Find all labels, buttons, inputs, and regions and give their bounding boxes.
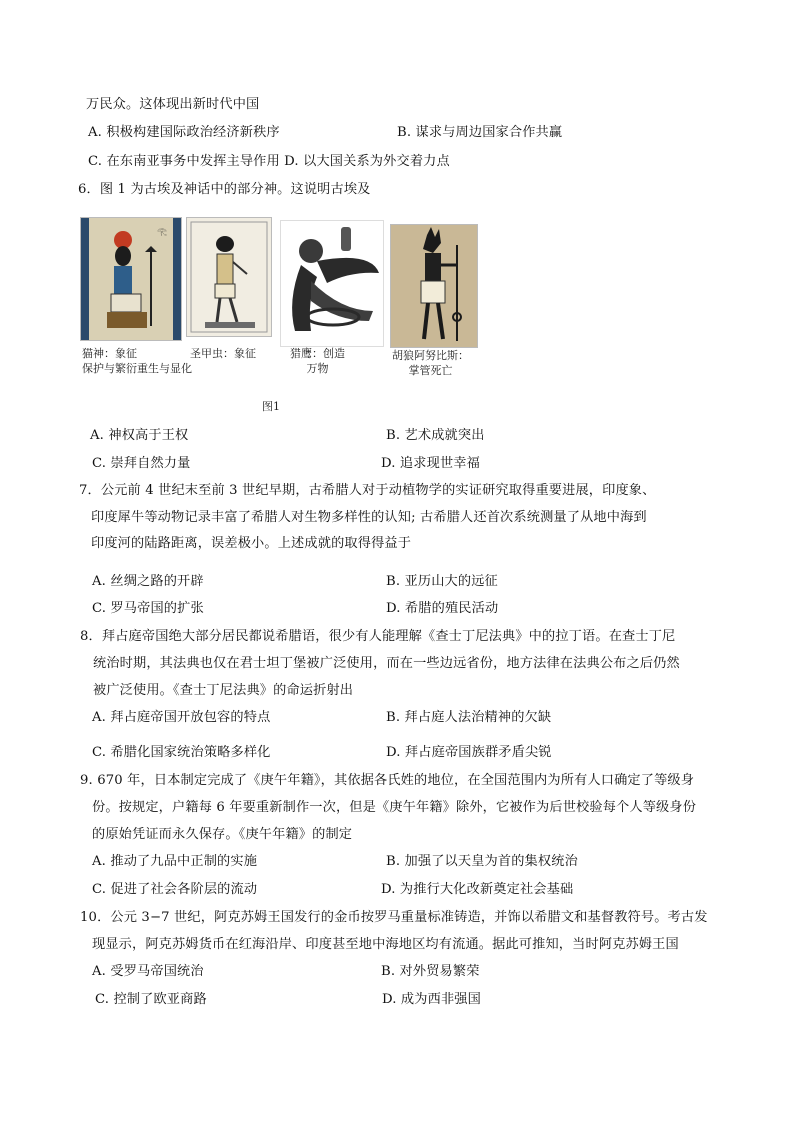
q7-option-b: B. 亚历山大的远征 (386, 574, 498, 589)
anubis-god-image (390, 224, 478, 348)
q6-stem: 6．图 1 为古埃及神话中的部分神。这说明古埃及 (78, 182, 371, 197)
q7-stem-line-2: 印度犀牛等动物记录丰富了希腊人对生物多样性的认知; 古希腊人还首次系统测量了从地中海到 (91, 510, 647, 525)
q5-option-a: A. 积极构建国际政治经济新秩序 (88, 125, 280, 140)
panel-2-label: 圣甲虫：象征 (190, 347, 256, 360)
q7-option-d: D. 希腊的殖民活动 (386, 601, 499, 616)
q8-stem-line-2: 统治时期，其法典也仅在君士坦丁堡被广泛使用，而在一些边远省份，地方法律在法典公布之后仍然 (93, 656, 680, 671)
q8-stem-line-3: 被广泛使用。《查士丁尼法典》的命运折射出 (93, 683, 354, 698)
q10-stem-line-1: 10．公元 3−7 世纪，阿克苏姆王国发行的金币按罗马重量标准铸造，并饰以希腊文和基督教符号。考古发 (80, 910, 708, 925)
q6-option-a: A. 神权高于王权 (90, 428, 189, 443)
panel-4-label: 胡狼阿努比斯： 掌管死亡 (392, 349, 469, 377)
q10-stem-line-2: 现显示，阿克苏姆货币在红海沿岸、印度甚至地中海地区均有流通。据此可推知，当时阿克苏姆王国 (92, 937, 679, 952)
q7-option-a: A. 丝绸之路的开辟 (92, 574, 204, 589)
q10-option-a: A. 受罗马帝国统治 (92, 964, 204, 979)
q5-option-cd: C. 在东南亚事务中发挥主导作用 D. 以大国关系为外交着力点 (88, 154, 450, 169)
cat-god-image (80, 217, 182, 341)
falcon-god-image (280, 220, 384, 347)
q8-option-a: A. 拜占庭帝国开放包容的特点 (92, 710, 271, 725)
q9-stem-line-3: 的原始凭证而永久保存。《庚午年籍》的制定 (92, 827, 353, 842)
q5-stem-tail: 万民众。这体现出新时代中国 (86, 97, 260, 112)
q8-stem-line-1: 8．拜占庭帝国绝大部分居民都说希腊语，很少有人能理解《查士丁尼法典》中的拉丁语。在查士丁尼 (80, 629, 676, 644)
q8-option-c: C. 希腊化国家统治策略多样化 (92, 745, 271, 760)
q10-option-c: C. 控制了欧亚商路 (95, 992, 207, 1007)
q8-option-d: D. 拜占庭帝国族群矛盾尖锐 (386, 745, 552, 760)
q10-option-b: B. 对外贸易繁荣 (381, 964, 480, 979)
q9-stem-line-2: 份。按规定，户籍每 6 年要重新制作一次，但是《庚午年籍》除外，它被作为后世校验每个人等级身份 (92, 800, 697, 815)
q9-option-d: D. 为推行大化改新奠定社会基础 (381, 882, 574, 897)
q9-option-c: C. 促进了社会各阶层的流动 (92, 882, 258, 897)
q5-option-b: B. 谋求与周边国家合作共赢 (397, 125, 563, 140)
q6-option-c: C. 崇拜自然力量 (92, 456, 191, 471)
scarab-god-image (186, 217, 272, 337)
svg-text:𓂀: 𓂀 (157, 227, 167, 236)
panel-3-label: 猎鹰：创造 万物 (290, 347, 345, 375)
q7-stem-line-1: 7．公元前 4 世纪末至前 3 世纪早期，古希腊人对于动植物学的实证研究取得重要进展，印度象、 (79, 483, 656, 498)
q6-option-d: D. 追求现世幸福 (381, 456, 480, 471)
panel-1-label: 猫神：象征 保护与繁衍重生与显化 (82, 347, 192, 375)
q7-option-c: C. 罗马帝国的扩张 (92, 601, 204, 616)
q9-option-b: B. 加强了以天皇为首的集权统治 (386, 854, 578, 869)
q9-option-a: A. 推动了九品中正制的实施 (92, 854, 258, 869)
q8-option-b: B. 拜占庭人法治精神的欠缺 (386, 710, 552, 725)
q7-stem-line-3: 印度河的陆路距离，误差极小。上述成就的取得得益于 (91, 536, 412, 551)
figure-caption: 图1 (262, 400, 280, 413)
q9-stem-line-1: 9. 670 年，日本制定完成了《庚午年籍》，其依据各氏姓的地位，在全国范围内为所有人口确定了等级身 (80, 773, 695, 788)
q10-option-d: D. 成为西非强国 (382, 992, 481, 1007)
q6-option-b: B. 艺术成就突出 (386, 428, 485, 443)
